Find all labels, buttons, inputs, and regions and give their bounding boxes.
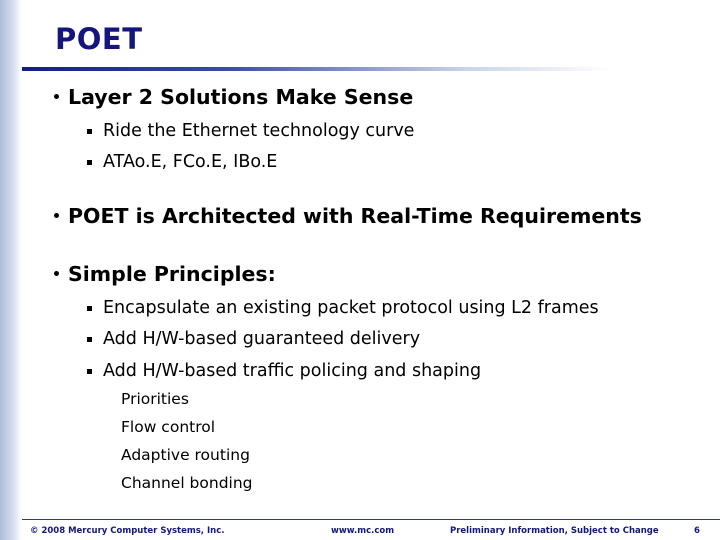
footer-notice: Preliminary Information, Subject to Change [450,526,659,536]
footer-copyright: © 2008 Mercury Computer Systems, Inc. [30,526,225,536]
sub-sub-item: Flow control [121,418,216,436]
footer-page-number: 6 [694,526,700,536]
sub-bullet-text: Ride the Ethernet technology curve [103,121,415,141]
footer-url: www.mc.com [331,526,395,536]
square-bullet-icon [87,129,92,134]
left-decorative-bar [0,0,22,540]
footer-divider [22,519,720,520]
bullet-text: Layer 2 Solutions Make Sense [68,85,414,109]
bullet-dot-icon [54,271,59,276]
slide-title: POET [55,22,143,56]
bullet-text: POET is Architected with Real-Time Requirements [68,204,642,228]
bullet-text: Simple Principles: [68,262,276,286]
sub-bullet-text: Add H/W-based traffic policing and shaping [103,361,482,381]
sub-sub-item: Channel bonding [121,474,253,492]
sub-sub-item: Priorities [121,390,189,408]
square-bullet-icon [87,306,92,311]
sub-sub-item: Adaptive routing [121,446,250,464]
bullet-dot-icon [54,213,59,218]
square-bullet-icon [87,160,92,165]
sub-bullet-text: Encapsulate an existing packet protocol using L2 frames [103,298,599,318]
bullet-dot-icon [54,94,59,99]
sub-bullet-text: ATAo.E, FCo.E, IBo.E [103,152,278,172]
sub-bullet-text: Add H/W-based guaranteed delivery [103,329,421,349]
title-underline [22,67,612,71]
square-bullet-icon [87,369,92,374]
square-bullet-icon [87,337,92,342]
